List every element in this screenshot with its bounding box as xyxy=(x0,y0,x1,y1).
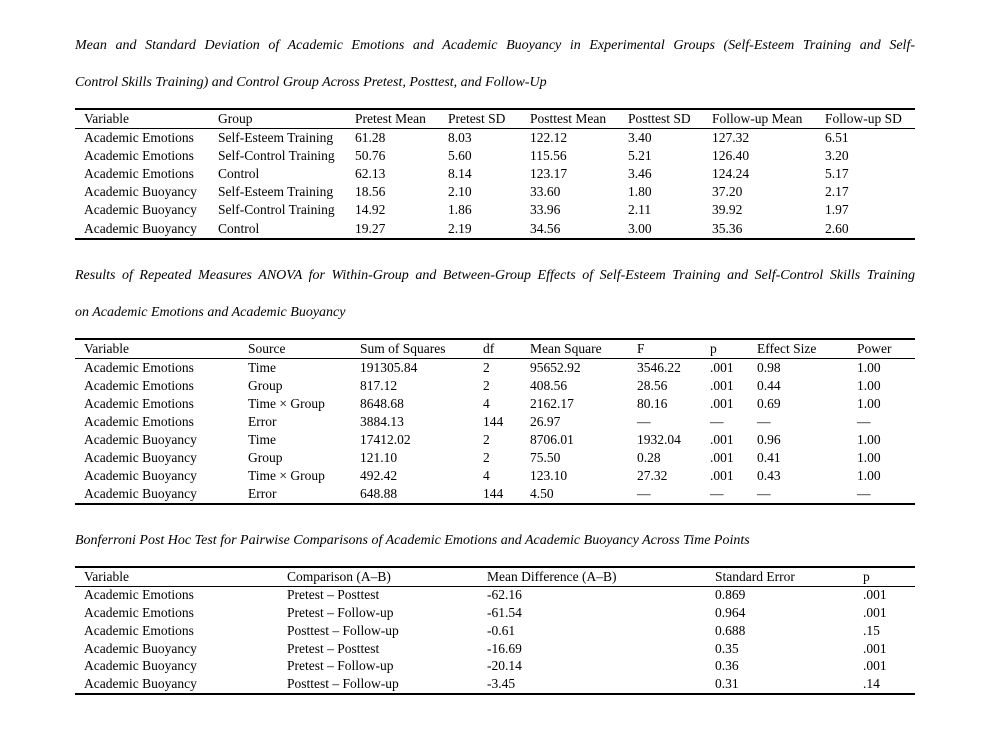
table-cell: Pretest – Follow-up xyxy=(287,658,394,674)
table-cell: — xyxy=(857,485,871,501)
column-header: Variable xyxy=(84,340,129,356)
table-cell: — xyxy=(710,413,724,429)
table-row xyxy=(75,147,915,165)
table-cell: 4 xyxy=(483,467,490,483)
table-cell: -3.45 xyxy=(487,676,516,692)
table-row xyxy=(75,377,915,395)
table-cell: — xyxy=(857,413,871,429)
table-cell: Academic Buoyancy xyxy=(84,467,197,483)
table-cell: 14.92 xyxy=(355,202,386,218)
table-cell: .001 xyxy=(710,467,734,483)
table-cell: 1.00 xyxy=(857,377,881,393)
table-cell: .001 xyxy=(863,605,887,621)
table-cell: 1.00 xyxy=(857,395,881,411)
table-cell: 5.17 xyxy=(825,166,849,182)
title-line: Control Skills Training) and Control Group Across Pretest, Posttest, and Follow-Up xyxy=(75,75,547,90)
table-cell: Error xyxy=(248,485,277,501)
table-cell: Academic Buoyancy xyxy=(84,220,197,236)
table-cell: Academic Emotions xyxy=(84,377,194,393)
table-cell: 1.97 xyxy=(825,202,849,218)
table-cell: 817.12 xyxy=(360,377,398,393)
table-cell: 8.03 xyxy=(448,129,472,145)
table-cell: Group xyxy=(248,377,283,393)
table-row xyxy=(75,467,915,485)
table-cell: .001 xyxy=(710,359,734,375)
table-cell: 492.42 xyxy=(360,467,398,483)
table-cell: 2 xyxy=(483,359,490,375)
table-cell: 33.96 xyxy=(530,202,561,218)
column-header: Mean Difference (A–B) xyxy=(487,568,617,584)
table-cell: 123.17 xyxy=(530,166,568,182)
table-cell: 17412.02 xyxy=(360,431,411,447)
table-row xyxy=(75,220,915,239)
table-cell: 3884.13 xyxy=(360,413,404,429)
table-row xyxy=(75,165,915,183)
header-row xyxy=(75,339,915,358)
table-cell: .14 xyxy=(863,676,880,692)
table-cell: 408.56 xyxy=(530,377,568,393)
column-header: Variable xyxy=(84,110,129,126)
table-cell: .001 xyxy=(710,431,734,447)
posthoc-table-title xyxy=(75,522,915,559)
table-cell: Academic Buoyancy xyxy=(84,449,197,465)
table-cell: 144 xyxy=(483,413,504,429)
table-cell: 75.50 xyxy=(530,449,561,465)
table-cell: Error xyxy=(248,413,277,429)
table-row xyxy=(75,128,915,147)
table-cell: 0.869 xyxy=(715,587,746,603)
table-cell: 121.10 xyxy=(360,449,398,465)
table-cell: Group xyxy=(248,449,283,465)
table-cell: 5.21 xyxy=(628,147,652,163)
column-header: Variable xyxy=(84,568,129,584)
means-sd-table-title xyxy=(75,27,915,101)
table-cell: Control xyxy=(218,166,260,182)
column-header: Group xyxy=(218,110,253,126)
table-cell: 127.32 xyxy=(712,129,750,145)
table-cell: Pretest – Follow-up xyxy=(287,605,394,621)
table-cell: 50.76 xyxy=(355,147,386,163)
table-row xyxy=(75,640,915,658)
table-cell: -16.69 xyxy=(487,640,522,656)
table-cell: Posttest – Follow-up xyxy=(287,676,399,692)
title-line: Mean and Standard Deviation of Academic Emotions and Academic Buoyancy in Experimental Groups (Self-Esteem Training and Self- xyxy=(75,38,915,53)
table-cell: Pretest – Posttest xyxy=(287,587,380,603)
table-row xyxy=(75,431,915,449)
table-cell: Academic Buoyancy xyxy=(84,640,197,656)
table-cell: 28.56 xyxy=(637,377,668,393)
table-cell: 3.40 xyxy=(628,129,652,145)
table-cell: 0.43 xyxy=(757,467,781,483)
table-cell: — xyxy=(710,485,724,501)
table-row xyxy=(75,183,915,201)
table-cell: 80.16 xyxy=(637,395,668,411)
table-cell: — xyxy=(637,485,651,501)
table-cell: .15 xyxy=(863,622,880,638)
table-cell: 1932.04 xyxy=(637,431,681,447)
table-cell: Time × Group xyxy=(248,395,325,411)
table-cell: 115.56 xyxy=(530,147,567,163)
table-cell: 61.28 xyxy=(355,129,386,145)
table-cell: 5.60 xyxy=(448,147,472,163)
table-cell: 8.14 xyxy=(448,166,472,182)
column-header: Power xyxy=(857,340,892,356)
table-cell: 0.44 xyxy=(757,377,781,393)
table-cell: .001 xyxy=(863,658,887,674)
table-row xyxy=(75,586,915,604)
table-cell: 62.13 xyxy=(355,166,386,182)
table-cell: -62.16 xyxy=(487,587,522,603)
table-cell: Academic Emotions xyxy=(84,359,194,375)
table-cell: Academic Emotions xyxy=(84,166,194,182)
column-header: Effect Size xyxy=(757,340,817,356)
table-cell: 3.46 xyxy=(628,166,652,182)
table-cell: 19.27 xyxy=(355,220,386,236)
table-cell: 0.688 xyxy=(715,622,746,638)
table-cell: Academic Buoyancy xyxy=(84,485,197,501)
table-cell: 2.19 xyxy=(448,220,472,236)
table-cell: 0.964 xyxy=(715,605,746,621)
table-cell: — xyxy=(757,485,771,501)
posthoc-table xyxy=(75,566,915,695)
table-cell: 124.24 xyxy=(712,166,750,182)
column-header: Sum of Squares xyxy=(360,340,446,356)
table-cell: -61.54 xyxy=(487,605,522,621)
table-cell: 8648.68 xyxy=(360,395,404,411)
table-row xyxy=(75,449,915,467)
column-header: Standard Error xyxy=(715,568,795,584)
column-header: p xyxy=(710,340,717,356)
column-header: Posttest SD xyxy=(628,110,691,126)
table-cell: 37.20 xyxy=(712,184,743,200)
column-header: p xyxy=(863,568,870,584)
table-cell: 1.80 xyxy=(628,184,652,200)
table-cell: 95652.92 xyxy=(530,359,581,375)
table-row xyxy=(75,604,915,622)
table-cell: 1.00 xyxy=(857,449,881,465)
column-header: Follow-up SD xyxy=(825,110,902,126)
table-cell: Self-Control Training xyxy=(218,202,335,218)
table-cell: 3546.22 xyxy=(637,359,681,375)
table-cell: .001 xyxy=(710,395,734,411)
table-cell: 6.51 xyxy=(825,129,849,145)
table-cell: Time xyxy=(248,359,277,375)
table-cell: 39.92 xyxy=(712,202,743,218)
table-cell: .001 xyxy=(710,377,734,393)
table-cell: 4 xyxy=(483,395,490,411)
header-row xyxy=(75,109,915,128)
column-header: F xyxy=(637,340,645,356)
column-header: Follow-up Mean xyxy=(712,110,803,126)
table-cell: Academic Emotions xyxy=(84,129,194,145)
table-cell: 2.11 xyxy=(628,202,652,218)
table-cell: 26.97 xyxy=(530,413,561,429)
table-cell: Academic Buoyancy xyxy=(84,202,197,218)
table-cell: — xyxy=(637,413,651,429)
table-cell: 126.40 xyxy=(712,147,750,163)
table-cell: 33.60 xyxy=(530,184,561,200)
table-cell: 0.35 xyxy=(715,640,739,656)
table-row xyxy=(75,395,915,413)
table-cell: .001 xyxy=(863,587,887,603)
column-header: Mean Square xyxy=(530,340,602,356)
table-cell: Academic Emotions xyxy=(84,413,194,429)
table-cell: 3.20 xyxy=(825,147,849,163)
table-cell: 18.56 xyxy=(355,184,386,200)
anova-table xyxy=(75,338,915,505)
table-cell: Time × Group xyxy=(248,467,325,483)
table-cell: 0.41 xyxy=(757,449,781,465)
table-cell: 0.96 xyxy=(757,431,781,447)
table-cell: Academic Buoyancy xyxy=(84,184,197,200)
table-cell: 2 xyxy=(483,449,490,465)
table-cell: Self-Control Training xyxy=(218,147,335,163)
table-cell: 34.56 xyxy=(530,220,561,236)
table-cell: — xyxy=(757,413,771,429)
table-cell: Academic Emotions xyxy=(84,605,194,621)
table-cell: Academic Buoyancy xyxy=(84,658,197,674)
table-row xyxy=(75,622,915,640)
table-cell: 191305.84 xyxy=(360,359,418,375)
table-cell: Academic Emotions xyxy=(84,147,194,163)
table-cell: Time xyxy=(248,431,277,447)
table-cell: Posttest – Follow-up xyxy=(287,622,399,638)
column-header: Comparison (A–B) xyxy=(287,568,391,584)
table-row xyxy=(75,485,915,504)
table-cell: 35.36 xyxy=(712,220,743,236)
table-cell: 2.60 xyxy=(825,220,849,236)
table-row xyxy=(75,675,915,694)
table-cell: .001 xyxy=(710,449,734,465)
table-row xyxy=(75,657,915,675)
table-cell: 144 xyxy=(483,485,504,501)
table-cell: 27.32 xyxy=(637,467,668,483)
table-cell: Control xyxy=(218,220,260,236)
table-row xyxy=(75,201,915,219)
title-line: Bonferroni Post Hoc Test for Pairwise Comparisons of Academic Emotions and Academic Buoyancy Across Time Points xyxy=(75,533,750,548)
table-cell: 122.12 xyxy=(530,129,568,145)
table-cell: 2 xyxy=(483,377,490,393)
table-cell: 1.00 xyxy=(857,359,881,375)
table-cell: 4.50 xyxy=(530,485,554,501)
column-header: Pretest SD xyxy=(448,110,506,126)
table-cell: 648.88 xyxy=(360,485,398,501)
table-cell: 0.69 xyxy=(757,395,781,411)
table-cell: 1.00 xyxy=(857,467,881,483)
table-row xyxy=(75,358,915,377)
column-header: Pretest Mean xyxy=(355,110,426,126)
table-cell: 8706.01 xyxy=(530,431,574,447)
table-cell: Pretest – Posttest xyxy=(287,640,380,656)
table-cell: Academic Buoyancy xyxy=(84,431,197,447)
table-cell: Academic Emotions xyxy=(84,395,194,411)
title-line: on Academic Emotions and Academic Buoyancy xyxy=(75,305,346,320)
table-cell: 2 xyxy=(483,431,490,447)
table-cell: 1.00 xyxy=(857,431,881,447)
table-cell: 2162.17 xyxy=(530,395,574,411)
table-cell: 2.10 xyxy=(448,184,472,200)
table-row xyxy=(75,413,915,431)
title-line: Results of Repeated Measures ANOVA for Within-Group and Between-Group Effects of Self-Esteem Training and Self-Control Skills Training xyxy=(75,268,915,283)
table-cell: 2.17 xyxy=(825,184,849,200)
header-row xyxy=(75,567,915,586)
table-cell: Academic Emotions xyxy=(84,622,194,638)
column-header: df xyxy=(483,340,495,356)
table-cell: .001 xyxy=(863,640,887,656)
table-cell: -0.61 xyxy=(487,622,516,638)
column-header: Posttest Mean xyxy=(530,110,607,126)
table-cell: 0.98 xyxy=(757,359,781,375)
anova-table-title xyxy=(75,257,915,331)
table-cell: 1.86 xyxy=(448,202,472,218)
table-cell: 0.28 xyxy=(637,449,661,465)
column-header: Source xyxy=(248,340,286,356)
table-cell: 0.36 xyxy=(715,658,739,674)
table-cell: 3.00 xyxy=(628,220,652,236)
table-cell: Self-Esteem Training xyxy=(218,184,334,200)
means-sd-table xyxy=(75,108,915,240)
table-cell: 123.10 xyxy=(530,467,568,483)
table-cell: 0.31 xyxy=(715,676,739,692)
table-cell: -20.14 xyxy=(487,658,522,674)
table-cell: Academic Buoyancy xyxy=(84,676,197,692)
table-cell: Self-Esteem Training xyxy=(218,129,334,145)
table-cell: Academic Emotions xyxy=(84,587,194,603)
